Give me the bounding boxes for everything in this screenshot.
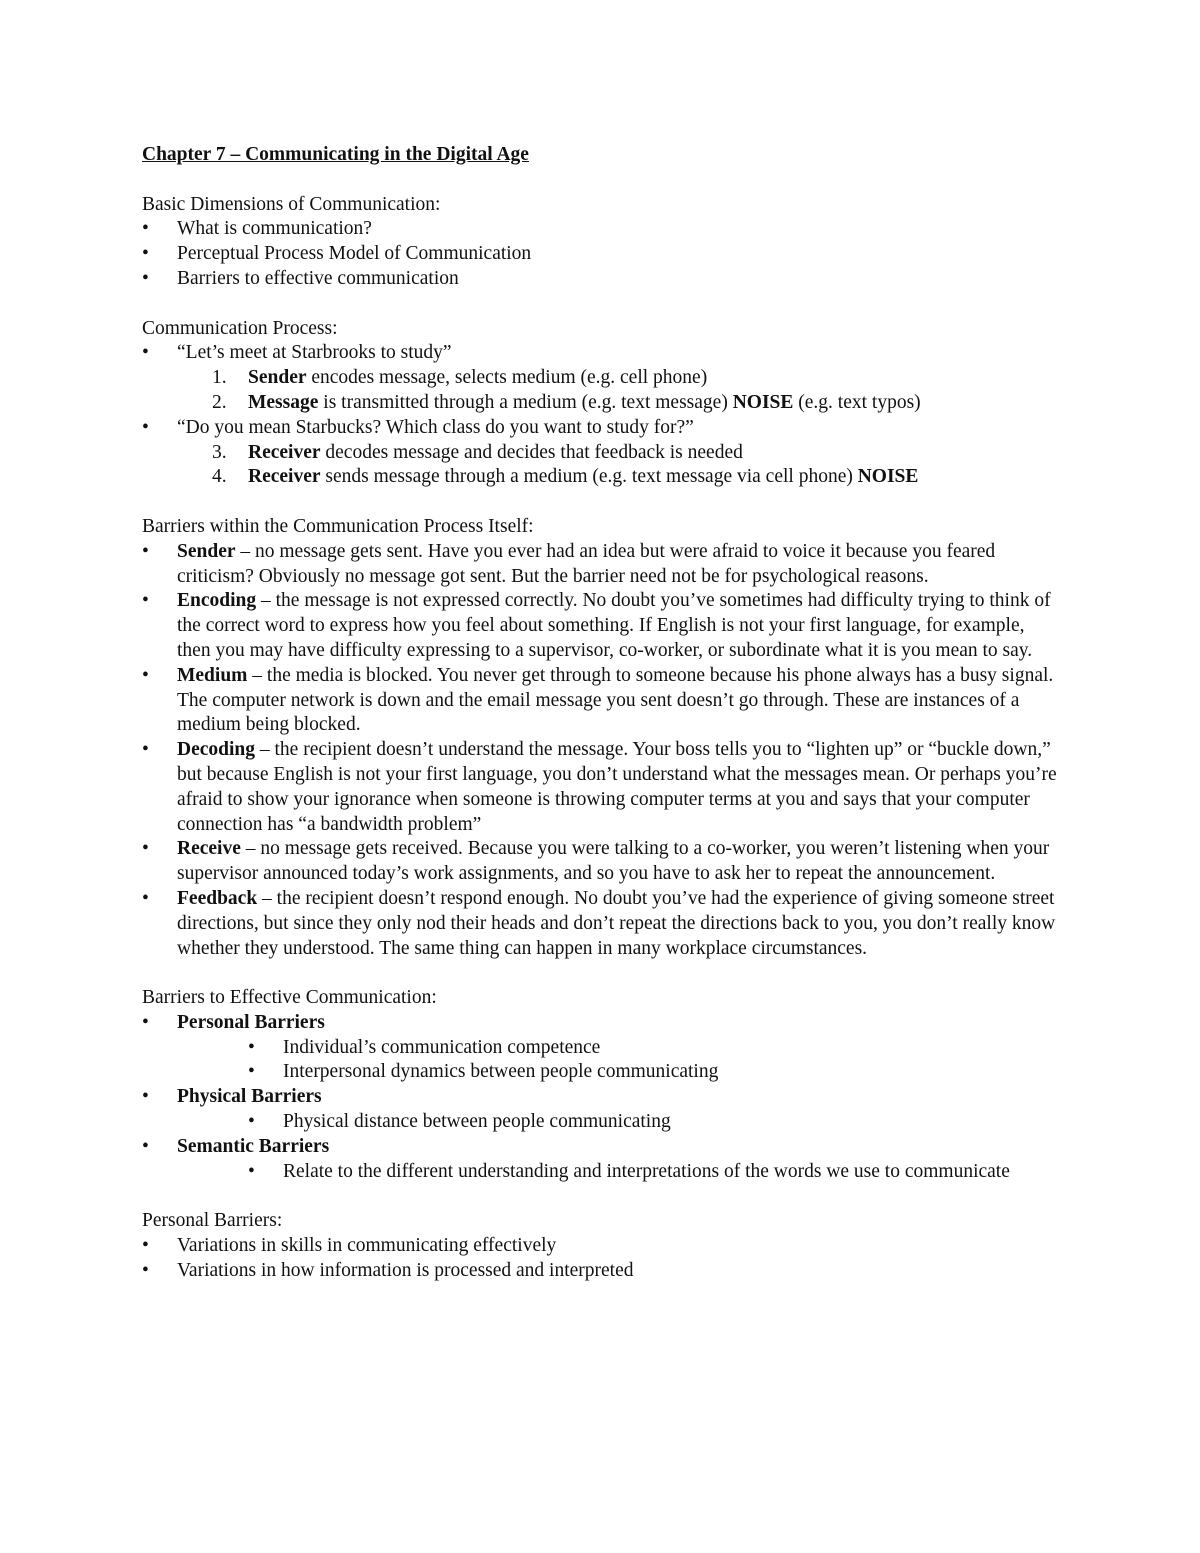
bullet-icon: • [248,1111,255,1133]
bullet-icon: • [142,1011,149,1033]
bullet-icon: • [142,838,149,860]
step-item: 2. Message is transmitted through a medium (e.g. text message) NOISE (e.g. text typos) [142,391,1062,416]
spacer [142,1184,1062,1209]
bullet-icon: • [142,1259,149,1281]
process-quote-list-1 [142,341,1062,366]
list-item: • Variations in skills in communicating effectively [142,1234,1062,1259]
step-item: 1. Sender encodes message, selects medium (e.g. cell phone) [142,366,1062,391]
section-heading-process: Communication Process: [142,317,338,339]
list-item: • Decoding – the recipient doesn’t understand the message. Your boss tells you to “lighten up” or “buckle down,” but because English is not your first language, you don’t understand what the messages mean. Or perhaps you’re afraid to show your ignorance when someone is throwing computer terms at you and says that your computer connection has “a bandwidth problem” [142,739,1057,835]
list-item: • Variations in how information is processed and interpreted [142,1259,1062,1284]
list-item: • Medium – the media is blocked. You never get through to someone because his phone always has a busy signal. The computer network is down and the email message you sent doesn’t go through. These are instances of a medium being blocked. [142,664,1054,736]
bullet-icon: • [142,243,149,265]
list-item: • Barriers to effective communication [142,267,1062,292]
list-item: • What is communication? [142,217,1062,242]
step-item: 3. Receiver decodes message and decides that feedback is needed [142,441,1062,466]
process-steps-1 [142,366,1062,416]
sub-list-item: • Individual’s communication competence [142,1036,1062,1061]
list-item: • “Do you mean Starbucks? Which class do you want to study for?” [142,416,1062,441]
spacer [142,490,1062,515]
sub-list-item: • Relate to the different understanding and interpretations of the words we use to communicate [142,1160,1062,1185]
bullet-icon: • [248,1160,255,1182]
bullet-icon: • [142,1235,149,1257]
personal-list [142,1234,1062,1284]
step-item: 4. Receiver sends message through a medium (e.g. text message via cell phone) NOISE [142,465,1062,490]
bullet-icon: • [142,590,149,612]
list-item: • Personal Barriers [142,1011,1062,1036]
list-item: • “Let’s meet at Starbrooks to study” [142,341,1062,366]
effective-sublist-physical [142,1110,1062,1135]
step-number: 2. [212,391,227,413]
bullet-icon: • [142,887,149,909]
bullet-icon: • [142,267,149,289]
sub-list-item: • Physical distance between people communicating [142,1110,1062,1135]
document-page [142,143,1062,1284]
list-item: • Sender – no message gets sent. Have you ever had an idea but were afraid to voice it because you feared criticism? Obviously no message got sent. But the barrier need not be for psychological reasons. [142,540,996,587]
effective-list-semantic [142,1135,1062,1160]
effective-sublist-semantic [142,1160,1062,1185]
list-item: • Semantic Barriers [142,1135,1062,1160]
bullet-icon: • [142,218,149,240]
bullet-icon: • [142,416,149,438]
bullet-icon: • [142,1086,149,1108]
step-number: 1. [212,367,227,389]
within-list [142,540,1062,962]
list-item: • Encoding – the message is not expressed correctly. No doubt you’ve sometimes had difficulty trying to think of the correct word to express how you feel about something. If English is not your first language, for example, then you may have difficulty expressing to a supervisor, co-worker, or subordinate what it is you mean to say. [142,590,1051,661]
spacer [142,168,1062,193]
effective-sublist-personal [142,1036,1062,1086]
spacer [142,961,1062,986]
sub-list-item: • Interpersonal dynamics between people communicating [142,1060,1062,1085]
section-heading-within: Barriers within the Communication Process Itself: [142,515,534,537]
section-heading-basic: Basic Dimensions of Communication: [142,193,441,215]
spacer [142,292,1062,317]
page-title: Chapter 7 – Communicating in the Digital Age [142,144,529,165]
process-quote-list-2 [142,416,1062,441]
bullet-icon: • [248,1036,255,1058]
bullet-icon: • [142,342,149,364]
bullet-icon: • [142,664,149,686]
effective-list-physical [142,1085,1062,1110]
list-item: • Receive – no message gets received. Because you were talking to a co-worker, you weren’t listening when your supervisor announced today’s work assignments, and so you have to ask her to repeat the announcement. [142,838,1050,885]
list-item: • Feedback – the recipient doesn’t respond enough. No doubt you’ve had the experience of giving someone street directions, but since they only nod their heads and don’t repeat the directions back to you, you don’t really know whether they understood. The same thing can happen in many workplace circumstances. [142,887,1056,959]
section-heading-effective: Barriers to Effective Communication: [142,987,437,1009]
process-steps-2 [142,441,1062,491]
effective-list-personal [142,1011,1062,1036]
list-item: • Perceptual Process Model of Communication [142,242,1062,267]
bullet-icon: • [248,1061,255,1083]
bullet-icon: • [142,540,149,562]
basic-list [142,217,1062,291]
list-item: • Physical Barriers [142,1085,1062,1110]
step-number: 3. [212,441,227,463]
bullet-icon: • [142,1135,149,1157]
step-number: 4. [212,466,227,488]
section-heading-personal: Personal Barriers: [142,1210,283,1232]
bullet-icon: • [142,739,149,761]
